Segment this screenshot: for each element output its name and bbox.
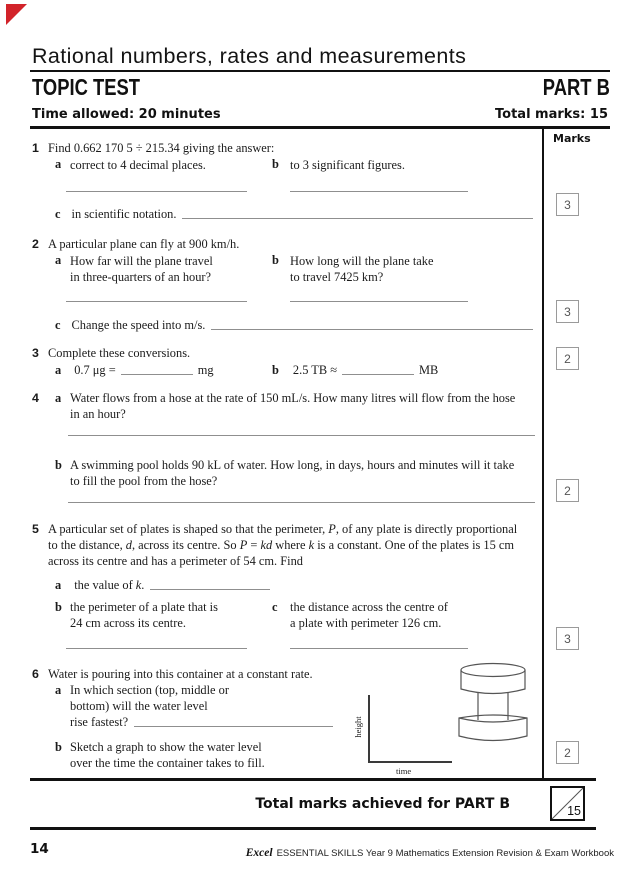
- q5b-answer-line: [66, 647, 247, 649]
- q5a-letter: a: [55, 578, 62, 592]
- q4a-letter: a: [55, 391, 62, 405]
- q5-stem-seg: , of any plate is directly proportional: [335, 522, 518, 536]
- q1c-answer-line: [182, 217, 533, 219]
- q4a-answer-line: [68, 434, 535, 436]
- q1a-answer-line: [66, 190, 247, 192]
- q1c-text: in scientific notation.: [71, 207, 177, 221]
- q4a-text-line2: in an hour?: [70, 407, 126, 421]
- section-rule: [30, 778, 596, 781]
- part-label: PART B: [542, 74, 610, 100]
- q3a-row: [55, 362, 214, 378]
- q3-number: 3: [32, 346, 39, 360]
- q2a-letter: a: [55, 253, 62, 267]
- q6a-answer-line: [134, 725, 333, 727]
- q5c-text-line2: a plate with perimeter 126 cm.: [290, 616, 442, 630]
- page-number: 14: [30, 841, 49, 857]
- q5a-text: [74, 577, 144, 593]
- q5-stem-line2: [48, 537, 514, 553]
- q6-marks-value: 2: [564, 745, 571, 760]
- topic-test-label: TOPIC TEST: [32, 74, 141, 100]
- q1a-text: correct to 4 decimal places.: [70, 158, 206, 172]
- total-marks-label: Total marks: 15: [495, 107, 608, 122]
- q4b-text-line1: A swimming pool holds 90 kL of water. How long, in days, hours and minutes will it take: [70, 458, 515, 472]
- header-rule: [30, 70, 610, 72]
- q5-number: 5: [32, 522, 39, 536]
- q5b-text-line2: 24 cm across its centre.: [70, 616, 186, 630]
- q3b-answer-line: [342, 373, 414, 375]
- q2a-answer-line: [66, 300, 247, 302]
- q5b-letter: b: [55, 600, 62, 614]
- q5-stem-seg: where: [272, 538, 309, 552]
- q3b-letter: b: [272, 363, 279, 377]
- q5-stem-seg: =: [247, 538, 261, 552]
- q1b-letter: b: [272, 157, 279, 171]
- q4-marks-value: 2: [564, 483, 571, 498]
- q2a-text-line2: in three-quarters of an hour?: [70, 270, 212, 284]
- q6a-row: [70, 714, 335, 730]
- q5-var-P: P: [239, 538, 248, 552]
- q2b-answer-line: [290, 300, 468, 302]
- q5c-answer-line: [290, 647, 468, 649]
- q2-stem: A particular plane can fly at 900 km/h.: [48, 237, 240, 251]
- q4-number: 4: [32, 391, 39, 405]
- q5-marks-value: 3: [564, 631, 571, 646]
- q5-stem-seg: , across its centre. So: [131, 538, 240, 552]
- q3a-suffix: mg: [197, 363, 214, 377]
- q5c-letter: c: [272, 600, 278, 614]
- q5-var-P: P: [328, 522, 336, 536]
- q2a-text-line1: How far will the plane travel: [70, 254, 213, 268]
- q5-var-k: k: [308, 538, 315, 552]
- q6a-text-line3: rise fastest?: [70, 715, 129, 729]
- marks-column-header: Marks: [553, 132, 591, 145]
- time-allowed-label: Time allowed: 20 minutes: [32, 107, 221, 122]
- q2-marks-value: 3: [564, 304, 571, 319]
- q4b-letter: b: [55, 458, 62, 472]
- q1-marks-value: 3: [564, 197, 571, 212]
- q4b-answer-line: [68, 501, 535, 503]
- footer: [246, 843, 614, 861]
- total-achieved-value: 15: [567, 804, 581, 818]
- q5a-answer-line: [150, 588, 270, 590]
- marks-column-rule: [542, 126, 544, 780]
- q1c-letter: c: [55, 207, 61, 221]
- q5-stem-seg: is a constant. One of the plates is 15 cm: [314, 538, 515, 552]
- q6-number: 6: [32, 667, 39, 681]
- total-achieved-label: Total marks achieved for PART B: [255, 796, 510, 812]
- q4b-text-line2: to fill the pool from the hose?: [70, 474, 218, 488]
- graph-y-label: height: [353, 716, 363, 738]
- q1a-letter: a: [55, 157, 62, 171]
- q5-stem-line1: [48, 521, 517, 537]
- q5b-text-line1: the perimeter of a plate that is: [70, 600, 218, 614]
- graph-x-label: time: [396, 766, 412, 776]
- footer-text: ESSENTIAL SKILLS Year 9 Mathematics Extension Revision & Exam Workbook: [276, 848, 614, 859]
- q1-stem: Find 0.662 170 5 ÷ 215.34 giving the answer:: [48, 141, 275, 155]
- q2b-text-line2: to travel 7425 km?: [290, 270, 384, 284]
- q3a-letter: a: [55, 363, 62, 377]
- q4a-text-line1: Water flows from a hose at the rate of 150 mL/s. How many litres will flow from the hose: [70, 391, 516, 405]
- q5a-row: [55, 577, 272, 593]
- q2b-letter: b: [272, 253, 279, 267]
- q6a-letter: a: [55, 683, 62, 697]
- q3-marks-value: 2: [564, 351, 571, 366]
- q6-stem: Water is pouring into this container at a constant rate.: [48, 667, 313, 681]
- q2c-letter: c: [55, 318, 61, 332]
- q6b-letter: b: [55, 740, 62, 754]
- page-title: Rational numbers, rates and measurements: [32, 44, 467, 68]
- q3b-row: [272, 362, 438, 378]
- q3-marks-box: [556, 347, 579, 370]
- q2-marks-box: [556, 300, 579, 323]
- q5-marks-box: [556, 627, 579, 650]
- q5a-seg: the value of: [74, 578, 136, 592]
- q5-stem-seg: to the distance,: [48, 538, 126, 552]
- q5-stem-seg: A particular set of plates is shaped so that the perimeter,: [48, 522, 329, 536]
- q1b-text: to 3 significant figures.: [290, 158, 405, 172]
- q2c-answer-line: [211, 328, 533, 330]
- q5c-text-line1: the distance across the centre of: [290, 600, 448, 614]
- q5-var-kd: kd: [260, 538, 273, 552]
- q5a-seg: .: [141, 578, 145, 592]
- graph-x-axis: [368, 761, 452, 763]
- q1b-answer-line: [290, 190, 468, 192]
- q6b-text-line2: over the time the container takes to fill.: [70, 756, 265, 770]
- q3a-answer-line: [121, 373, 193, 375]
- q6a-text-line2: bottom) will the water level: [70, 699, 208, 713]
- graph-y-axis: [368, 695, 370, 762]
- q6-marks-box: [556, 741, 579, 764]
- q2-number: 2: [32, 237, 39, 251]
- q1-marks-box: [556, 193, 579, 216]
- q4-marks-box: [556, 479, 579, 502]
- q3b-suffix: MB: [419, 363, 439, 377]
- q2c-text: Change the speed into m/s.: [71, 318, 206, 332]
- footer-rule: [30, 827, 596, 830]
- q2c-row: [55, 317, 535, 333]
- footer-brand: Excel: [245, 847, 273, 859]
- q3b-prefix: 2.5 TB ≈: [292, 363, 337, 377]
- q5-stem-line3: across its centre and has a perimeter of 54 cm. Find: [48, 554, 303, 568]
- total-score-box: [550, 786, 585, 821]
- q3a-prefix: 0.7 μg =: [74, 363, 116, 377]
- q1c-row: [55, 206, 535, 222]
- q5a-var-k: k: [135, 578, 142, 592]
- container-diagram: [453, 661, 533, 747]
- q1-number: 1: [32, 141, 39, 155]
- q6b-text-line1: Sketch a graph to show the water level: [70, 740, 262, 754]
- q3-stem: Complete these conversions.: [48, 346, 191, 360]
- q6a-text-line1: In which section (top, middle or: [70, 683, 229, 697]
- header-thick-rule: [30, 126, 610, 129]
- q2b-text-line1: How long will the plane take: [290, 254, 434, 268]
- q5-var-d: d: [125, 538, 132, 552]
- red-corner-triangle-icon: [6, 4, 27, 25]
